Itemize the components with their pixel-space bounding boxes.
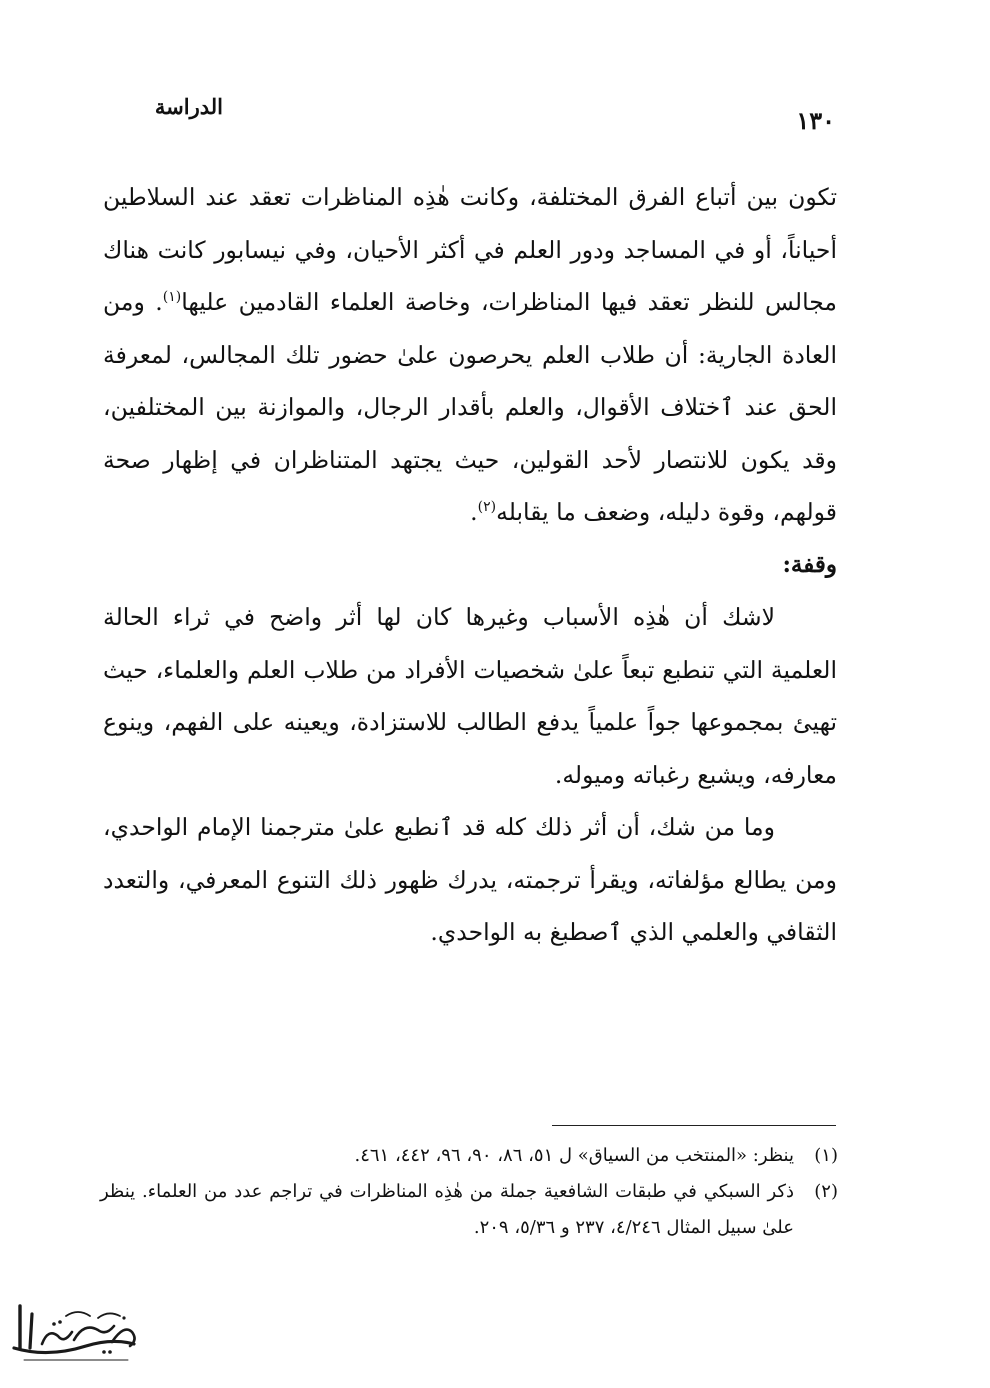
footnote-ref-2[interactable]: (٢) [477, 499, 497, 516]
footnote-text: ينظر: «المنتخب من السياق» ل ٥١، ٨٦، ٩٠، ٩٦، ٤٤٢، ٤٦١. [354, 1145, 794, 1166]
paragraph-1 [103, 171, 837, 539]
footnotes [100, 1138, 838, 1246]
page-header [140, 88, 835, 135]
running-header-title: الدراسة [154, 94, 223, 119]
calligraphic-publisher-logo-icon [8, 1296, 148, 1368]
paragraph-1-end: . [470, 498, 478, 526]
footnote-divider [552, 1125, 836, 1126]
footnote-text: ذكر السبكي في طبقات الشافعية جملة من هٰذِه المناظرات في تراجم عدد من العلماء. ينظر علىٰ سبيل المثال ٤/٢٤٦، ٢٣٧ و ٥/٣٦، ٢٠٩. [100, 1181, 794, 1238]
paragraph-2: لاشك أن هٰذِه الأسباب وغيرها كان لها أثر واضح في ثراء الحالة العلمية التي تنطبع تبعاً علىٰ شخصيات الأفراد من طلاب العلم والعلماء، حيث تهيئ بمجموعها جواً علمياً يدفع الطالب للاستزادة، ويعينه على الفهم، وينوع معارفه، ويشبع رغباته وميوله. [103, 603, 837, 789]
main-text [103, 171, 837, 959]
section-heading: وقفة: [782, 550, 837, 578]
footnote-2 [100, 1174, 838, 1246]
footnote-number: (١) [814, 1145, 838, 1166]
page-number: ١٣٠ [796, 106, 835, 135]
footnote-1 [100, 1138, 838, 1174]
footnote-number: (٢) [814, 1181, 838, 1202]
footnote-ref-1[interactable]: (١) [162, 289, 182, 306]
paragraph-1-text-2: . ومن العادة الجارية: أن طلاب العلم يحرصون علىٰ حضور تلك المجالس، لمعرفة الحق عند ٱختلاف الأقوال، والعلم بأقدار الرجال، والموازنة بين المختلفين، وقد يكون للانتصار لأحد القولين، حيث يجتهد المتناظران في إظهار صحة قولهم، وقوة دليله، وضعف ما يقابله [103, 288, 837, 526]
paragraph-3: وما من شك، أن أثر ذلك كله قد ٱنطبع علىٰ مترجمنا الإمام الواحدي، ومن يطالع مؤلفاته، ويقرأ ترجمته، يدرك ظهور ذلك التنوع المعرفي، والتعدد الثقافي والعلمي الذي ٱصطبغ به الواحدي. [103, 813, 837, 946]
paragraph-1-text: تكون بين أتباع الفرق المختلفة، وكانت هٰذِه المناظرات تعقد عند السلاطين أحياناً، أو في المساجد ودور العلم في أكثر الأحيان، وفي نيسابور كانت هناك مجالس للنظر تعقد فيها المناظرات، وخاصة العلماء القادمين عليها [103, 183, 837, 316]
